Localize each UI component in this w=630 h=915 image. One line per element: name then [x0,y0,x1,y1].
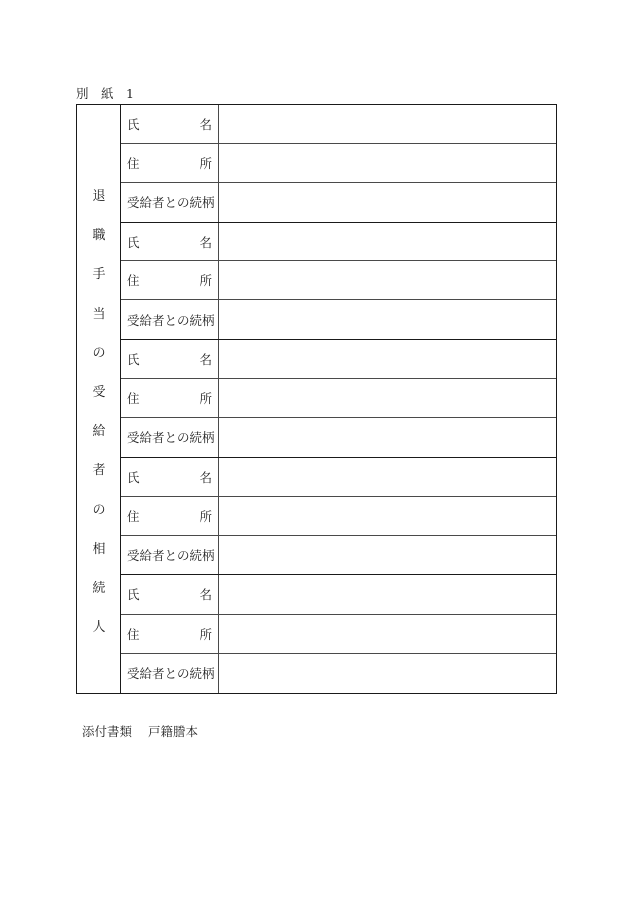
heir-group [121,340,556,458]
address-label [121,261,219,299]
relation-label: 受給者との続柄 [121,536,219,575]
name-field[interactable] [219,458,556,496]
relation-field[interactable] [219,183,556,222]
heirs-form-table [76,104,557,694]
address-field[interactable] [219,144,556,182]
name-label [121,458,219,496]
address-label-char: 住 [127,273,140,289]
relation-field[interactable] [219,536,556,575]
address-label-char: 住 [127,508,140,524]
name-row [121,105,556,144]
relation-row [121,418,556,457]
address-row [121,615,556,654]
relation-row [121,300,556,339]
attachments-item: 戸籍謄本 [148,724,199,739]
address-label-char: 住 [127,155,140,171]
relation-label: 受給者との続柄 [121,300,219,339]
side-heading-char: 職 [92,228,106,244]
relation-field[interactable] [219,418,556,457]
attachments-note [82,722,198,740]
name-field[interactable] [219,340,556,378]
side-heading-char: 続 [92,581,106,597]
name-label-char: 氏 [127,234,140,250]
address-field[interactable] [219,379,556,417]
name-label [121,340,219,378]
address-label [121,497,219,535]
attachments-label: 添付書類 [82,724,133,739]
name-row [121,458,556,497]
address-label [121,144,219,182]
name-label [121,105,219,143]
address-row [121,144,556,183]
side-heading-char: の [92,345,106,361]
side-heading-char: 手 [92,267,106,283]
relation-label: 受給者との続柄 [121,654,219,693]
name-row [121,340,556,379]
relation-label: 受給者との続柄 [121,418,219,457]
name-label-char: 名 [199,587,212,603]
address-field[interactable] [219,261,556,299]
side-heading-char: 相 [92,541,106,557]
heir-group [121,458,556,576]
name-row [121,575,556,614]
relation-row [121,654,556,693]
name-label [121,575,219,613]
side-heading [77,177,121,647]
address-label-char: 所 [199,508,212,524]
name-label-char: 氏 [127,352,140,368]
name-label-char: 名 [199,352,212,368]
address-row [121,379,556,418]
name-field[interactable] [219,575,556,613]
address-label-char: 住 [127,390,140,406]
address-row [121,497,556,536]
heir-group [121,575,556,693]
address-label-char: 所 [199,273,212,289]
side-heading-char: 当 [92,306,106,322]
heir-group [121,105,556,223]
relation-field[interactable] [219,300,556,339]
side-heading-char: の [92,502,106,518]
name-label-char: 名 [199,116,212,132]
address-field[interactable] [219,615,556,653]
address-label-char: 住 [127,626,140,642]
name-field[interactable] [219,105,556,143]
name-label [121,223,219,261]
name-label-char: 氏 [127,116,140,132]
heir-group [121,223,556,341]
side-heading-char: 受 [92,385,106,401]
address-label-char: 所 [199,155,212,171]
name-label-char: 氏 [127,587,140,603]
name-label-char: 氏 [127,469,140,485]
address-row [121,261,556,300]
address-label [121,379,219,417]
side-heading-char: 給 [92,424,106,440]
heir-groups [121,105,556,693]
annex-label: 別 紙 1 [76,86,134,101]
name-label-char: 名 [199,469,212,485]
name-field[interactable] [219,223,556,261]
side-heading-cell [77,105,121,693]
address-label-char: 所 [199,390,212,406]
side-heading-char: 退 [92,189,106,204]
name-label-char: 名 [199,234,212,250]
relation-field[interactable] [219,654,556,693]
name-row [121,223,556,262]
relation-label: 受給者との続柄 [121,183,219,222]
side-heading-char: 人 [92,620,106,636]
relation-row [121,536,556,575]
address-field[interactable] [219,497,556,535]
address-label-char: 所 [199,626,212,642]
side-heading-char: 者 [92,463,106,479]
relation-row [121,183,556,222]
address-label [121,615,219,653]
